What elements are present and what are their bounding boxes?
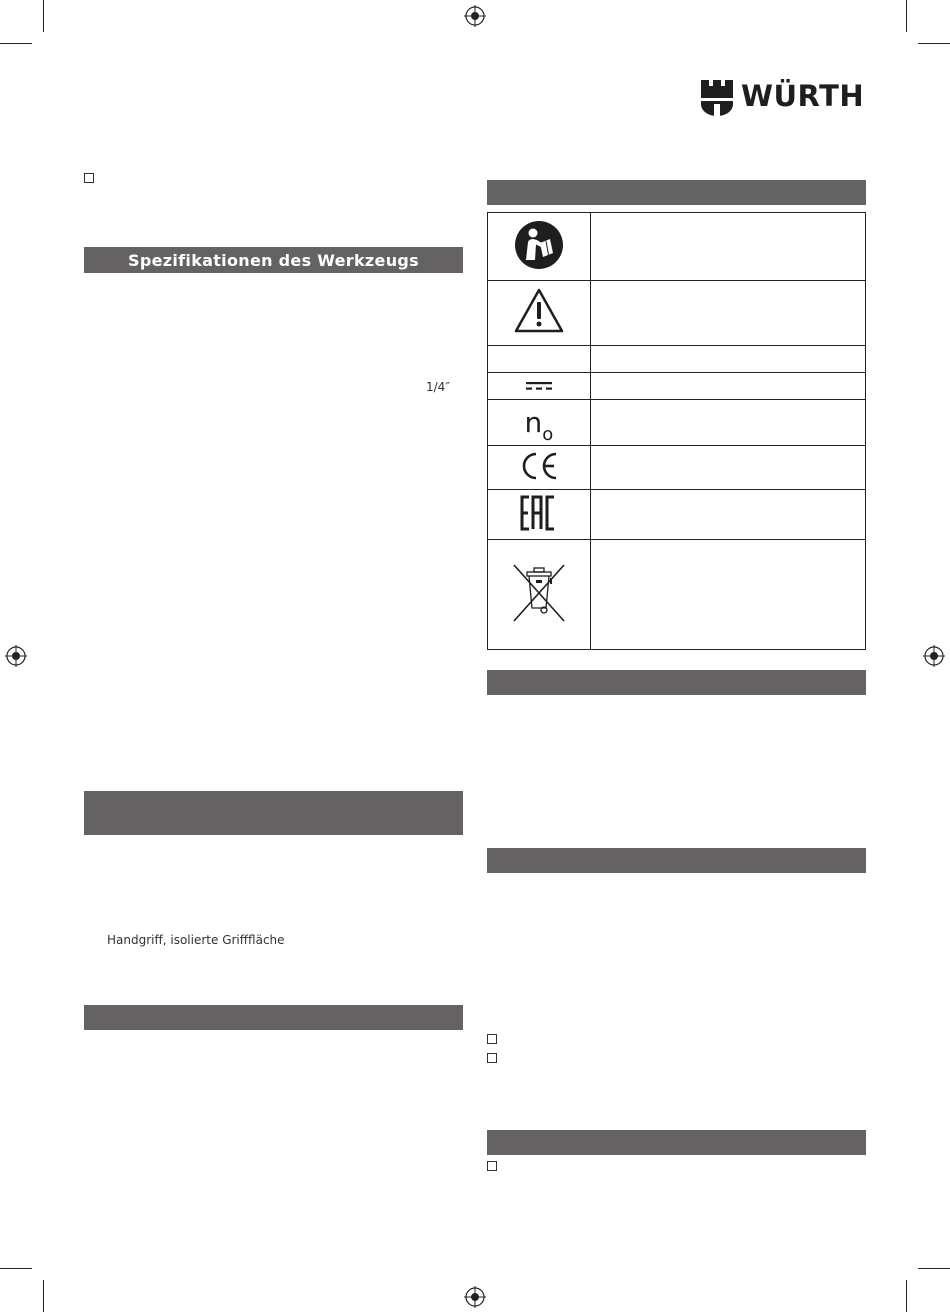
wurth-logo bbox=[700, 80, 868, 118]
crop-mark-bottom-right-v bbox=[906, 1280, 907, 1312]
section-header-5 bbox=[487, 848, 866, 873]
symbol-description bbox=[590, 540, 865, 650]
symbol-row bbox=[488, 446, 866, 490]
registration-mark-icon bbox=[5, 645, 27, 667]
crop-mark-bottom-right-h bbox=[918, 1268, 950, 1269]
checkbox-square-icon bbox=[487, 1161, 497, 1171]
weee-bin-icon bbox=[511, 562, 567, 624]
registration-mark-icon bbox=[464, 1286, 486, 1308]
symbol-description bbox=[590, 446, 865, 490]
section-title: Spezifikationen des Werkzeugs bbox=[128, 250, 419, 270]
no-load-speed-sub: o bbox=[542, 424, 554, 445]
section-header-tool-specs bbox=[84, 247, 463, 273]
spec-value: 1/4″ bbox=[426, 380, 450, 394]
symbol-row bbox=[488, 540, 866, 650]
crop-mark-bottom-left-h bbox=[0, 1268, 32, 1269]
warning-triangle-icon bbox=[514, 288, 564, 334]
symbol-row bbox=[488, 281, 866, 346]
ce-mark-icon bbox=[518, 450, 560, 482]
section-header-3 bbox=[84, 1005, 463, 1030]
symbol-description bbox=[590, 213, 865, 281]
section-header-symbols bbox=[487, 180, 866, 205]
eac-mark-icon bbox=[520, 495, 558, 531]
symbol-description bbox=[590, 400, 865, 446]
symbol-description bbox=[590, 490, 865, 540]
no-load-speed-main: n bbox=[524, 406, 543, 439]
crop-mark-top-right-h bbox=[918, 43, 950, 44]
crop-mark-top-left-h bbox=[0, 43, 32, 44]
section-header-6 bbox=[487, 1130, 866, 1155]
checkbox-square-icon bbox=[84, 173, 94, 183]
direct-current-icon bbox=[524, 380, 554, 392]
registration-mark-icon bbox=[923, 645, 945, 667]
handle-item: Handgriff, isolierte Grifffläche bbox=[107, 933, 285, 947]
crop-mark-bottom-left-v bbox=[43, 1280, 44, 1312]
crop-mark-top-right-v bbox=[906, 0, 907, 32]
brand-name: WÜRTH bbox=[741, 79, 865, 113]
symbol-row bbox=[488, 400, 866, 446]
symbol-description bbox=[590, 281, 865, 346]
wurth-emblem-icon bbox=[700, 80, 734, 116]
no-load-speed-icon bbox=[488, 400, 591, 446]
symbol-row bbox=[488, 490, 866, 540]
registration-mark-icon bbox=[464, 5, 486, 27]
symbol-row bbox=[488, 373, 866, 400]
symbol-description bbox=[590, 373, 865, 400]
checkbox-square-icon bbox=[487, 1053, 497, 1063]
crop-mark-top-left-v bbox=[43, 0, 44, 32]
checkbox-square-icon bbox=[487, 1034, 497, 1044]
symbol-row bbox=[488, 213, 866, 281]
symbols-table bbox=[487, 212, 866, 650]
symbol-description bbox=[590, 346, 865, 373]
section-header-2 bbox=[84, 791, 463, 835]
symbol-row bbox=[488, 346, 866, 373]
section-header-4 bbox=[487, 670, 866, 695]
read-manual-icon bbox=[514, 220, 564, 270]
